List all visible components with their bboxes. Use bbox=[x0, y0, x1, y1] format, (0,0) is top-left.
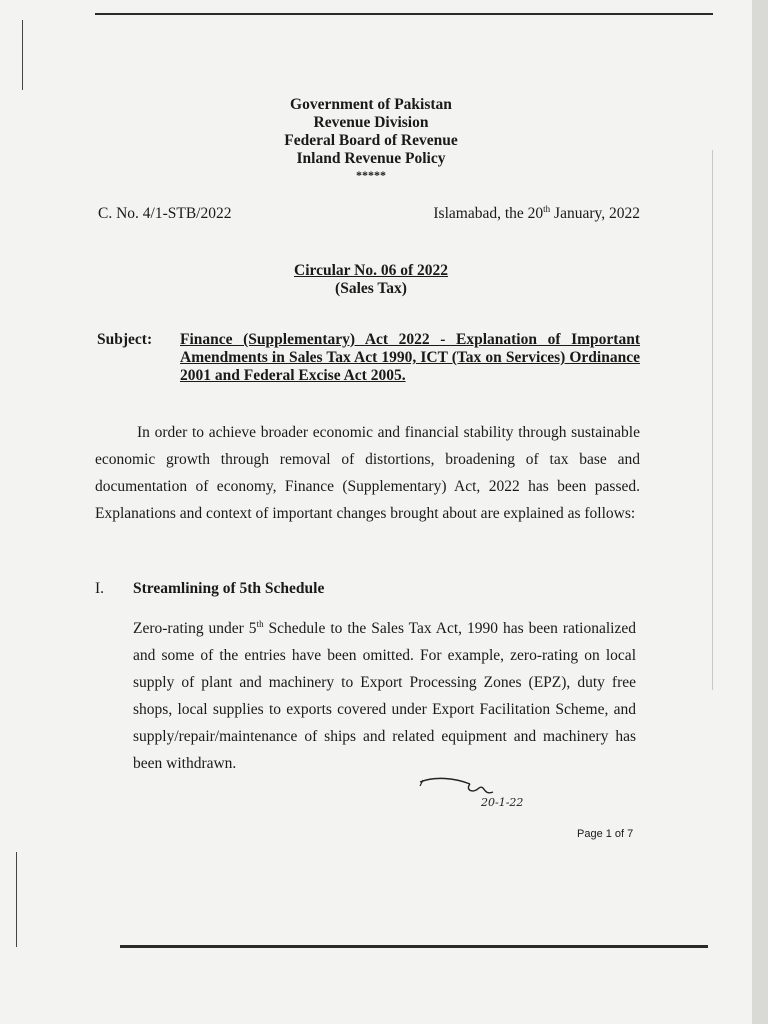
scan-mark-bottom bbox=[16, 852, 17, 947]
scan-edge bbox=[752, 0, 768, 1024]
issue-date bbox=[433, 205, 640, 223]
scan-mark-top bbox=[22, 20, 23, 90]
letterhead-line-4: Inland Revenue Policy bbox=[296, 150, 446, 167]
letterhead-line-1: Government of Pakistan bbox=[290, 96, 452, 113]
section-body bbox=[133, 615, 636, 777]
date-suffix: January, 2022 bbox=[550, 205, 640, 222]
section-title: Streamlining of 5th Schedule bbox=[133, 580, 325, 597]
signature bbox=[415, 772, 545, 812]
section-body-prefix: Zero-rating under 5 bbox=[133, 620, 257, 637]
top-rule bbox=[95, 13, 713, 15]
scan-shadow-line bbox=[712, 150, 713, 690]
section-body-sup: th bbox=[256, 618, 264, 629]
letterhead bbox=[240, 96, 502, 182]
bottom-rule bbox=[120, 945, 708, 948]
letterhead-line-3: Federal Board of Revenue bbox=[284, 132, 458, 149]
letterhead-stars: ***** bbox=[356, 168, 386, 182]
circular-heading bbox=[240, 262, 502, 298]
page-footer: Page 1 of 7 bbox=[577, 828, 634, 840]
circular-subtitle: (Sales Tax) bbox=[335, 280, 407, 297]
section-body-suffix: Schedule to the Sales Tax Act, 1990 has been rationalized and some of the entries have been omitted. For example, zero-rating on local supply of plant and machinery to Export Processing Zones (EPZ), duty free shops, local supplies to exports covered under Export Facilitation Scheme, and supply/repair/maintenance of ships and related equipment and machinery has been withdrawn. bbox=[133, 620, 636, 772]
reference-number: C. No. 4/1-STB/2022 bbox=[98, 205, 232, 222]
intro-paragraph: In order to achieve broader economic and financial stability through sustainable economic growth through removal of distortions, broadening of tax base and documentation of economy, Finance (Supplementary) Act, 2022 has been passed. Explanations and context of important changes brought about are explained as follows: bbox=[95, 424, 640, 522]
circular-title: Circular No. 06 of 2022 bbox=[294, 262, 448, 279]
signature-date: 20-1-22 bbox=[481, 796, 524, 809]
date-sup: th bbox=[543, 203, 551, 214]
letterhead-line-2: Revenue Division bbox=[313, 114, 429, 131]
subject-label: Subject: bbox=[97, 331, 153, 348]
subject-text: Finance (Supplementary) Act 2022 - Explanation of Important Amendments in Sales Tax Act 1990, ICT (Tax on Services) Ordinance 2001 and Federal Excise Act 2005. bbox=[180, 331, 640, 384]
date-prefix: Islamabad, the 20 bbox=[433, 205, 544, 222]
section-number: I. bbox=[95, 580, 105, 597]
